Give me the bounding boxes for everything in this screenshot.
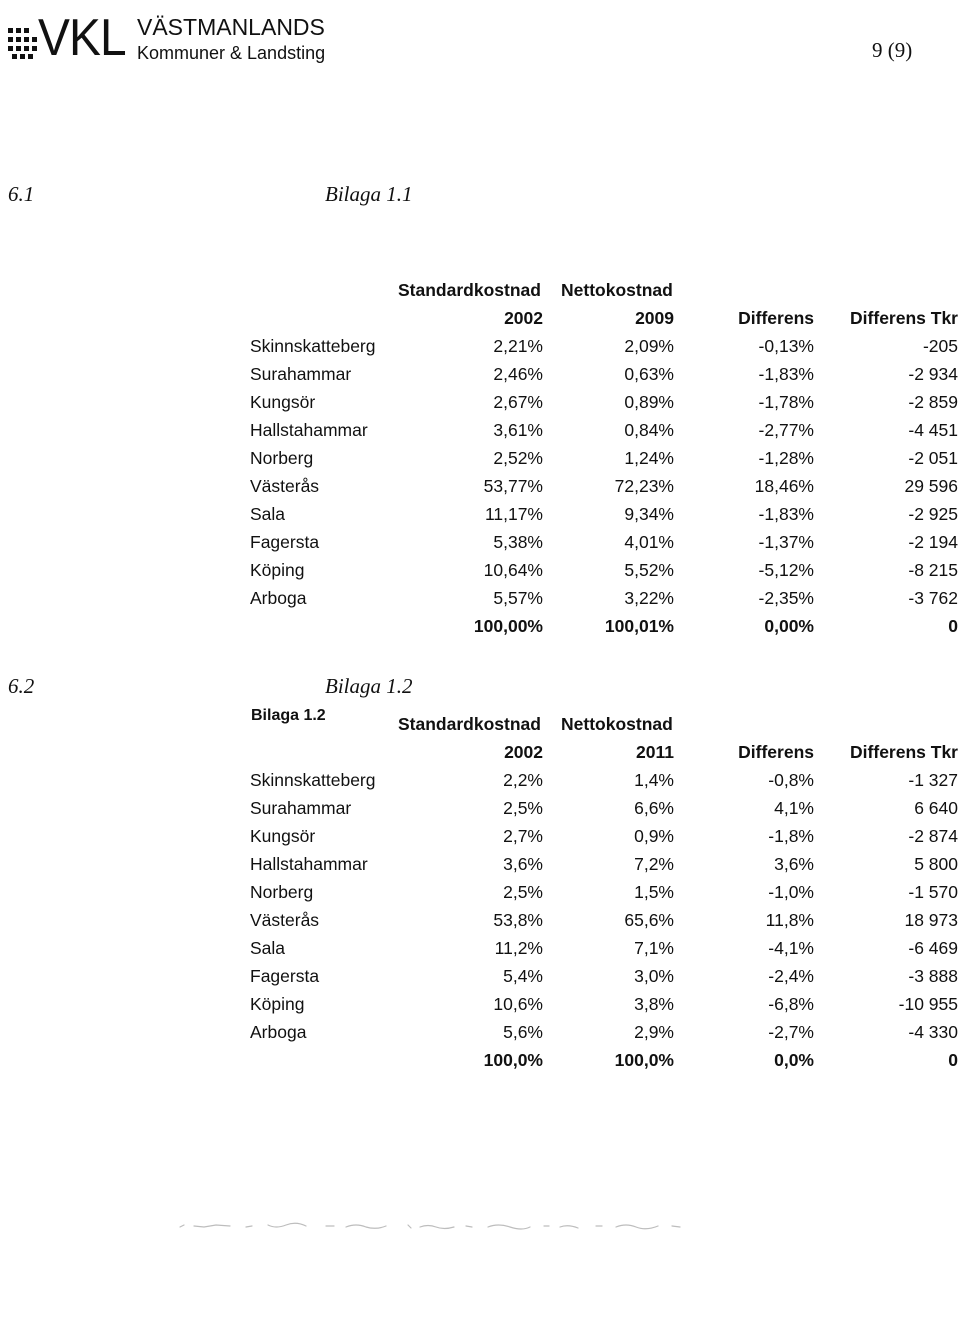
total-value: 0 — [948, 1050, 958, 1070]
row-value: 53,8% — [493, 910, 543, 930]
table-row — [0, 472, 960, 500]
table-header-top — [0, 707, 960, 738]
row-value: -0,8% — [768, 770, 814, 790]
row-value: 1,4% — [634, 770, 674, 790]
section-2-number: 6.2 — [8, 674, 35, 698]
row-value: 2,7% — [503, 826, 543, 846]
row-value: 4,01% — [624, 532, 674, 552]
row-value: -2 051 — [908, 448, 958, 468]
logo-dots-icon — [6, 20, 40, 60]
col-header-year-2: 2011 — [636, 742, 674, 762]
row-name: Arboga — [250, 1022, 307, 1042]
table-row — [0, 416, 960, 444]
total-value: 100,0% — [483, 1050, 543, 1070]
row-value: 11,2% — [494, 938, 543, 958]
row-name: Västerås — [250, 910, 320, 930]
table-row — [0, 934, 960, 962]
row-name: Hallstahammar — [250, 420, 368, 440]
row-name: Skinnskatteberg — [250, 770, 376, 790]
row-value: 5,57% — [493, 588, 543, 608]
row-value: 3,6% — [503, 854, 543, 874]
row-value: -2,4% — [768, 966, 814, 986]
row-value: 2,67% — [493, 392, 543, 412]
row-value: -6,8% — [768, 994, 814, 1014]
table-row — [0, 766, 960, 794]
table-row — [0, 822, 960, 850]
row-name: Kungsör — [250, 392, 316, 412]
row-value: 0,63% — [624, 364, 674, 384]
row-value: 6,6% — [634, 798, 674, 818]
row-name: Kungsör — [250, 826, 316, 846]
row-value: 2,21% — [493, 336, 543, 356]
row-value: 2,46% — [493, 364, 543, 384]
row-value: -1,28% — [758, 448, 814, 468]
table-row — [0, 444, 960, 472]
row-value: 6 640 — [914, 798, 958, 818]
row-value: -6 469 — [908, 938, 958, 958]
row-value: 11,8% — [765, 910, 814, 930]
table-label: Bilaga 1.2 — [251, 707, 326, 724]
row-value: 2,52% — [493, 448, 543, 468]
col-header-standardkostnad: Standardkostnad — [398, 714, 541, 734]
row-value: 3,22% — [624, 588, 674, 608]
col-header-differens-tkr: Differens Tkr — [850, 742, 958, 762]
row-value: 4,1% — [774, 798, 814, 818]
total-value: 100,0% — [614, 1050, 674, 1070]
row-value: 3,0% — [634, 966, 674, 986]
col-header-year-1: 2002 — [504, 742, 543, 762]
row-value: -205 — [922, 336, 958, 356]
row-value: 1,24% — [624, 448, 674, 468]
row-value: -2 934 — [908, 364, 958, 384]
row-value: -2,35% — [758, 588, 814, 608]
row-value: 0,9% — [634, 826, 674, 846]
table-header-bottom — [0, 738, 960, 766]
row-value: 10,64% — [483, 560, 543, 580]
col-header-year-1: 2002 — [504, 308, 543, 328]
total-value: 0 — [948, 616, 958, 636]
row-name: Västerås — [250, 476, 320, 496]
col-header-differens-tkr: Differens Tkr — [850, 308, 958, 328]
row-name: Skinnskatteberg — [250, 336, 376, 356]
total-value: 0,00% — [764, 616, 814, 636]
row-value: 3,61% — [493, 420, 543, 440]
row-value: -0,13% — [758, 336, 814, 356]
row-value: 0,89% — [624, 392, 674, 412]
table-total-row — [0, 1046, 960, 1074]
row-value: -4 451 — [908, 420, 958, 440]
row-value: -1 327 — [908, 770, 958, 790]
row-name: Köping — [250, 560, 305, 580]
table-row — [0, 1018, 960, 1046]
table-header-bottom — [0, 304, 960, 332]
section-1-number: 6.1 — [8, 182, 35, 206]
col-header-year-2: 2009 — [635, 308, 674, 328]
row-value: -3 762 — [908, 588, 958, 608]
row-value: -2,7% — [768, 1022, 814, 1042]
row-value: -1,0% — [768, 882, 814, 902]
row-value: -1,83% — [758, 364, 814, 384]
row-value: 11,17% — [484, 504, 543, 524]
row-name: Surahammar — [250, 798, 352, 818]
logo-text: VKL — [38, 9, 126, 67]
row-value: 5 800 — [914, 854, 958, 874]
row-value: 5,52% — [624, 560, 674, 580]
table-row — [0, 584, 960, 612]
row-value: 29 596 — [904, 476, 958, 496]
table-row — [0, 962, 960, 990]
row-value: -2 925 — [908, 504, 958, 524]
row-name: Norberg — [250, 448, 314, 468]
scan-artifact-icon — [176, 1215, 696, 1235]
row-value: 2,5% — [503, 798, 543, 818]
row-value: 53,77% — [483, 476, 543, 496]
row-value: -2 859 — [908, 392, 958, 412]
col-header-standardkostnad: Standardkostnad — [398, 280, 541, 300]
row-value: 2,2% — [503, 770, 543, 790]
row-name: Hallstahammar — [250, 854, 368, 874]
row-value: 1,5% — [634, 882, 674, 902]
table-bilaga-1-2 — [0, 706, 960, 1076]
row-value: 3,8% — [634, 994, 674, 1014]
row-name: Sala — [250, 504, 286, 524]
table-row — [0, 556, 960, 584]
row-value: 7,1% — [634, 938, 674, 958]
row-value: -1 570 — [908, 882, 958, 902]
row-value: 10,6% — [493, 994, 543, 1014]
row-value: -8 215 — [908, 560, 958, 580]
table-total-row — [0, 612, 960, 640]
row-value: 2,5% — [503, 882, 543, 902]
row-value: -3 888 — [908, 966, 958, 986]
page-number: 9 (9) — [872, 38, 913, 62]
table-row — [0, 528, 960, 556]
row-value: 5,6% — [503, 1022, 543, 1042]
row-value: -1,8% — [768, 826, 814, 846]
table-row — [0, 388, 960, 416]
row-value: 9,34% — [624, 504, 674, 524]
row-value: -10 955 — [898, 994, 958, 1014]
table-row — [0, 500, 960, 528]
row-value: 72,23% — [614, 476, 674, 496]
row-value: 18 973 — [904, 910, 958, 930]
row-name: Surahammar — [250, 364, 352, 384]
table-row — [0, 990, 960, 1018]
org-name: VÄSTMANLANDS — [137, 14, 325, 40]
table-header-top — [0, 276, 960, 304]
row-value: -1,83% — [758, 504, 814, 524]
row-value: 5,38% — [493, 532, 543, 552]
table-row — [0, 332, 960, 360]
col-header-nettokostnad: Nettokostnad — [561, 714, 673, 734]
row-value: 0,84% — [624, 420, 674, 440]
col-header-differens: Differens — [738, 308, 814, 328]
row-value: 7,2% — [634, 854, 674, 874]
table-row — [0, 794, 960, 822]
row-value: 3,6% — [774, 854, 814, 874]
section-2-title: Bilaga 1.2 — [325, 674, 413, 698]
row-value: -4 330 — [908, 1022, 958, 1042]
row-name: Fagersta — [250, 966, 320, 986]
row-name: Arboga — [250, 588, 307, 608]
row-value: -4,1% — [768, 938, 814, 958]
row-value: -2 194 — [908, 532, 958, 552]
row-value: -2 874 — [908, 826, 958, 846]
row-value: 65,6% — [624, 910, 674, 930]
row-value: 5,4% — [503, 966, 543, 986]
table-row — [0, 850, 960, 878]
table-bilaga-1-1 — [0, 276, 960, 646]
row-name: Köping — [250, 994, 305, 1014]
section-1-title: Bilaga 1.1 — [325, 182, 413, 206]
table-row — [0, 906, 960, 934]
row-name: Norberg — [250, 882, 314, 902]
row-value: 18,46% — [754, 476, 814, 496]
total-value: 100,01% — [604, 616, 674, 636]
org-subtitle: Kommuner & Landsting — [137, 43, 326, 63]
total-value: 100,00% — [473, 616, 543, 636]
table-row — [0, 360, 960, 388]
row-name: Fagersta — [250, 532, 320, 552]
row-name: Sala — [250, 938, 286, 958]
total-value: 0,0% — [774, 1050, 814, 1070]
row-value: 2,09% — [624, 336, 674, 356]
row-value: -1,37% — [758, 532, 814, 552]
table-row — [0, 878, 960, 906]
col-header-differens: Differens — [738, 742, 814, 762]
row-value: 2,9% — [634, 1022, 674, 1042]
col-header-nettokostnad: Nettokostnad — [561, 280, 673, 300]
row-value: -1,78% — [758, 392, 814, 412]
row-value: -2,77% — [758, 420, 814, 440]
row-value: -5,12% — [758, 560, 814, 580]
